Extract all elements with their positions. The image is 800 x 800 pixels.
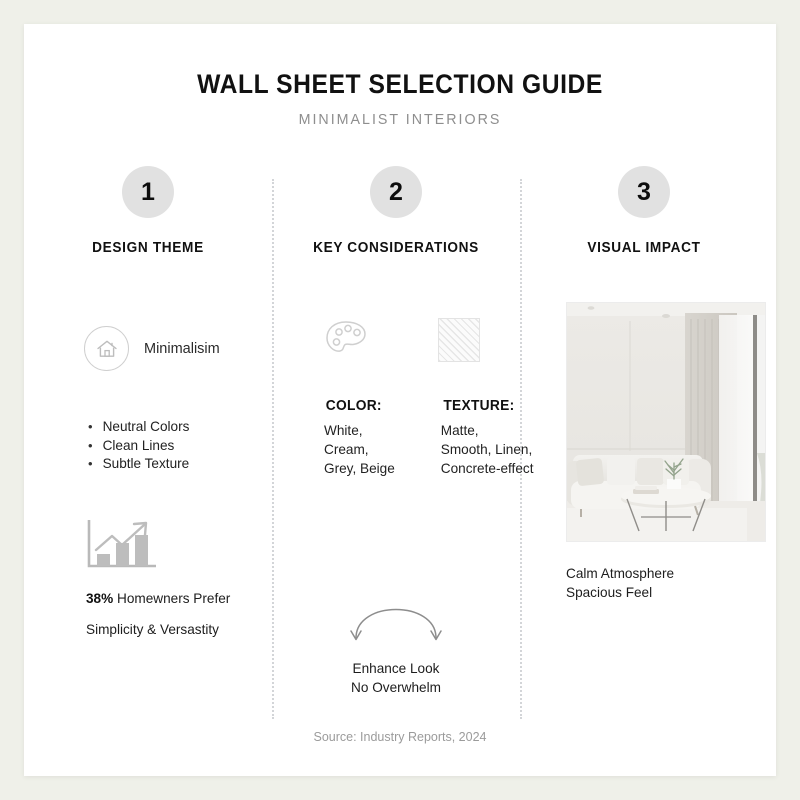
statistic-text: Homewners Prefer (113, 591, 231, 606)
list-item (88, 437, 189, 456)
bar-chart-growth-icon (86, 518, 158, 572)
palette-icon (324, 318, 372, 362)
spec-label-texture: TEXTURE: (443, 398, 515, 414)
bullet-dot-icon: • (88, 437, 93, 453)
column-key-considerations (272, 166, 534, 695)
minimalist-living-room-photo (566, 302, 766, 542)
bullet-dot-icon: • (88, 419, 93, 434)
bullet-label: Subtle Texture (102, 456, 190, 472)
column-heading-1: DESIGN THEME (92, 240, 204, 256)
theme-label: Minimalisim (144, 340, 220, 357)
double-arc-arrow-icon (344, 586, 448, 648)
spec-values-color: White, Cream, Grey, Beige (324, 423, 395, 476)
photo-caption-line-2: Spacious Feel (566, 585, 653, 600)
infographic-card (24, 24, 776, 776)
spec-detail-row (324, 398, 533, 478)
step-badge-3: 3 (618, 166, 670, 218)
spec-label-color: COLOR: (325, 398, 382, 414)
arrow-caption-line-2: No Overwhelm (351, 680, 441, 695)
poster-header (24, 69, 776, 128)
page-title: WALL SHEET SELECTION GUIDE (197, 69, 603, 99)
statistic-line-2: Simplicity & Versastity (86, 622, 219, 637)
list-item (88, 455, 189, 474)
column-visual-impact (520, 166, 768, 600)
page-subtitle: MINIMALIST INTERIORS (298, 111, 502, 128)
house-icon (84, 326, 129, 371)
arrow-caption-line-1: Enhance Look (352, 661, 440, 676)
list-item (88, 418, 189, 437)
column-design-theme (24, 166, 272, 637)
theme-row (84, 326, 220, 371)
bullet-label: Clean Lines (102, 437, 175, 453)
spec-texture (441, 398, 534, 478)
spec-values-texture: Matte, Smooth, Linen, Concrete-effect (440, 423, 534, 476)
bullet-dot-icon: • (88, 456, 93, 472)
photo-caption-line-1: Calm Atmosphere (566, 566, 675, 581)
source-footer: Source: Industry Reports, 2024 (313, 730, 487, 744)
statistic-value: 38% (86, 591, 114, 606)
spec-icon-row (324, 318, 480, 362)
photo-caption (566, 564, 674, 602)
step-badge-1: 1 (122, 166, 174, 218)
column-heading-2: KEY CONSIDERATIONS (313, 240, 479, 256)
statistic-line-1 (86, 589, 230, 608)
spec-color (324, 398, 395, 478)
statistic-block (86, 518, 230, 639)
design-theme-bullet-list (88, 418, 189, 474)
step-badge-2: 2 (370, 166, 422, 218)
column-heading-3: VISUAL IMPACT (587, 240, 701, 256)
bullet-label: Neutral Colors (102, 419, 190, 434)
texture-swatch-icon (438, 318, 480, 362)
balance-arrow-block (272, 586, 520, 697)
